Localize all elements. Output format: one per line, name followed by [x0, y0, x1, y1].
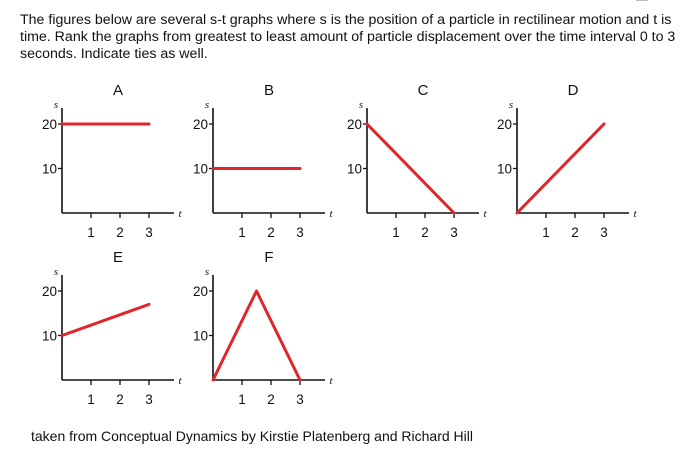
- curve-d: [517, 124, 604, 213]
- y-tick-label-20: 20: [192, 284, 208, 299]
- x-tick-label-1: 1: [542, 225, 550, 240]
- y-tick-label-20: 20: [496, 117, 512, 132]
- x-axis-label: t: [633, 208, 637, 220]
- y-axis-label: s: [204, 266, 210, 278]
- graph-label-b: B: [263, 82, 275, 99]
- x-tick-label-2: 2: [267, 225, 275, 240]
- y-tick-label-10: 10: [41, 328, 57, 344]
- y-axis-label: s: [204, 99, 210, 111]
- graph-label-c: C: [417, 82, 429, 99]
- graph-label-f: F: [264, 249, 274, 266]
- curve-e: [62, 304, 149, 335]
- graph-c: [347, 82, 488, 240]
- curve-f: [213, 291, 300, 380]
- x-axis-label: t: [483, 208, 487, 220]
- x-tick-label-1: 1: [238, 392, 246, 407]
- x-axis-label: t: [329, 375, 333, 387]
- curve-c: [367, 124, 454, 213]
- x-tick-label-3: 3: [600, 225, 608, 240]
- x-tick-label-3: 3: [296, 392, 304, 407]
- y-tick-label-20: 20: [41, 117, 57, 132]
- y-axis-label: s: [53, 266, 59, 278]
- y-tick-label-10: 10: [192, 161, 208, 177]
- graph-e: [42, 249, 183, 407]
- x-tick-label-3: 3: [296, 225, 304, 240]
- y-axis-label: s: [508, 99, 514, 111]
- x-tick-label-1: 1: [238, 225, 246, 240]
- y-tick-label-20: 20: [41, 284, 57, 299]
- graph-d: [497, 82, 638, 240]
- graph-a: [42, 82, 183, 240]
- y-tick-label-10: 10: [192, 328, 208, 344]
- x-tick-label-1: 1: [392, 225, 400, 240]
- x-tick-label-3: 3: [145, 225, 153, 240]
- y-tick-label-20: 20: [346, 117, 362, 132]
- x-axis-label: t: [178, 375, 182, 387]
- x-tick-label-1: 1: [87, 225, 95, 240]
- graph-label-a: A: [112, 82, 124, 99]
- graph-label-d: D: [567, 82, 579, 99]
- x-tick-label-3: 3: [450, 225, 458, 240]
- y-axis-label: s: [53, 99, 59, 111]
- x-axis-label: t: [329, 208, 333, 220]
- x-tick-label-3: 3: [145, 392, 153, 407]
- x-tick-label-2: 2: [116, 392, 124, 407]
- x-tick-label-2: 2: [267, 392, 275, 407]
- y-tick-label-10: 10: [41, 161, 57, 177]
- problem-statement: The figures below are several s-t graphs where s is the position of a particle in rectilinear motion and t is time. Rank the graphs from greatest to least amount of particle displacement over the time interval 0 to 3 seconds. Indicate ties as well.: [20, 12, 676, 62]
- y-tick-label-10: 10: [496, 161, 512, 177]
- y-tick-label-20: 20: [192, 117, 208, 132]
- x-axis-label: t: [178, 208, 182, 220]
- x-tick-label-2: 2: [421, 225, 429, 240]
- source-credit: taken from Conceptual Dynamics by Kirstie Platenberg and Richard Hill: [31, 428, 473, 444]
- graph-label-e: E: [112, 249, 124, 266]
- y-tick-label-10: 10: [346, 161, 362, 177]
- x-tick-label-2: 2: [116, 225, 124, 240]
- x-tick-label-1: 1: [87, 392, 95, 407]
- x-tick-label-2: 2: [571, 225, 579, 240]
- y-axis-label: s: [358, 99, 364, 111]
- graph-b: [193, 82, 334, 240]
- graph-f: [193, 249, 334, 407]
